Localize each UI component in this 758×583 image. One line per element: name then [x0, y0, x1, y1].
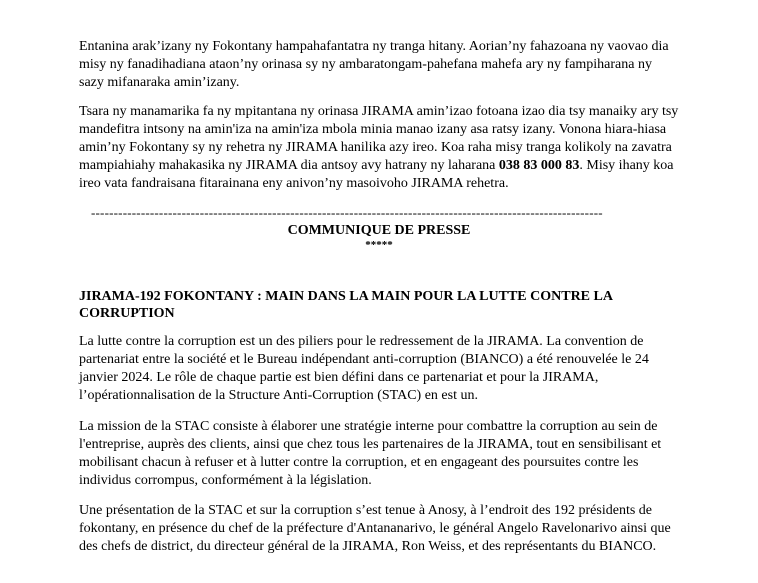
stars-divider: ***** — [365, 239, 393, 251]
press-headline: JIRAMA-192 FOKONTANY : MAIN DANS LA MAIN POUR LA LUTTE CONTRE LA CORRUPTION — [79, 289, 613, 321]
communique-title: COMMUNIQUE DE PRESSE — [287, 223, 471, 238]
dashed-separator: ----------------------------------------------------------------------------------------------------------------- — [91, 206, 603, 220]
paragraph-french-1: La lutte contre la corruption est un des piliers pour le redressement de la JIRAMA. La convention de partenariat entre la société et le Bureau indépendant anti-corruption (BIANCO) a été renouvelée le 24 janvier 2024. Le rôle de chaque partie est bien défini dans ce partenariat et pour la JIRAMA, l’opérationnalisation de la Structure Anti-Corruption (STAC) en est un. — [79, 334, 649, 403]
phone-number: 038 83 000 83 — [498, 158, 580, 173]
paragraph-malagasy-2-tail: . Misy ihany koa ireo vata fandraisana fitarainana eny anivon’ny masoivoho JIRAMA rehetra. — [79, 158, 674, 191]
paragraph-french-2: La mission de la STAC consiste à élaborer une stratégie interne pour combattre la corruption au sein de l'entreprise, auprès des clients, ainsi que chez tous les partenaires de la JIRAMA, tout en sensibilisant et mobilisant chacun à refuser et à lutter contre la corruption, et en engageant des poursuites contre les individus corrompus, conformément à la législation. — [79, 419, 662, 488]
paragraph-malagasy-2-text: Tsara ny manamarika fa ny mpitantana ny orinasa JIRAMA amin’izao fotoana izao dia tsy manaiky ary tsy mandefitra intsony na amin'iza na amin'iza mbola minia manao izany asa ratsy izany. Vonona hiara-hiasa amin’ny Fokontany sy ny rehetra ny JIRAMA hanilika azy ireo. Koa raha misy tranga kolikoly na zavatra mampiahiahy mahakasika ny JIRAMA dia antsoy avy hatrany ny laharana — [79, 104, 679, 173]
paragraph-malagasy-2 — [79, 103, 679, 193]
paragraph-malagasy-1: Entanina arak’izany ny Fokontany hampahafantatra ny tranga hitany. Aorian’ny fahazoana ny vaovao dia misy ny fanadihadiana ataon’ny orinasa sy ny ambaratongam-pahefana mahefa ary ny fampiharana ny sazy mifanaraka amin’izany. — [79, 39, 669, 90]
paragraph-french-3: Une présentation de la STAC et sur la corruption s’est tenue à Anosy, à l’endroit des 192 présidents de fokontany, en présence du chef de la préfecture d'Antananarivo, le général Angelo Ravelonarivo ainsi que des chefs de district, du directeur général de la JIRAMA, Ron Weiss, et des représentants du BIANCO. — [79, 503, 671, 554]
